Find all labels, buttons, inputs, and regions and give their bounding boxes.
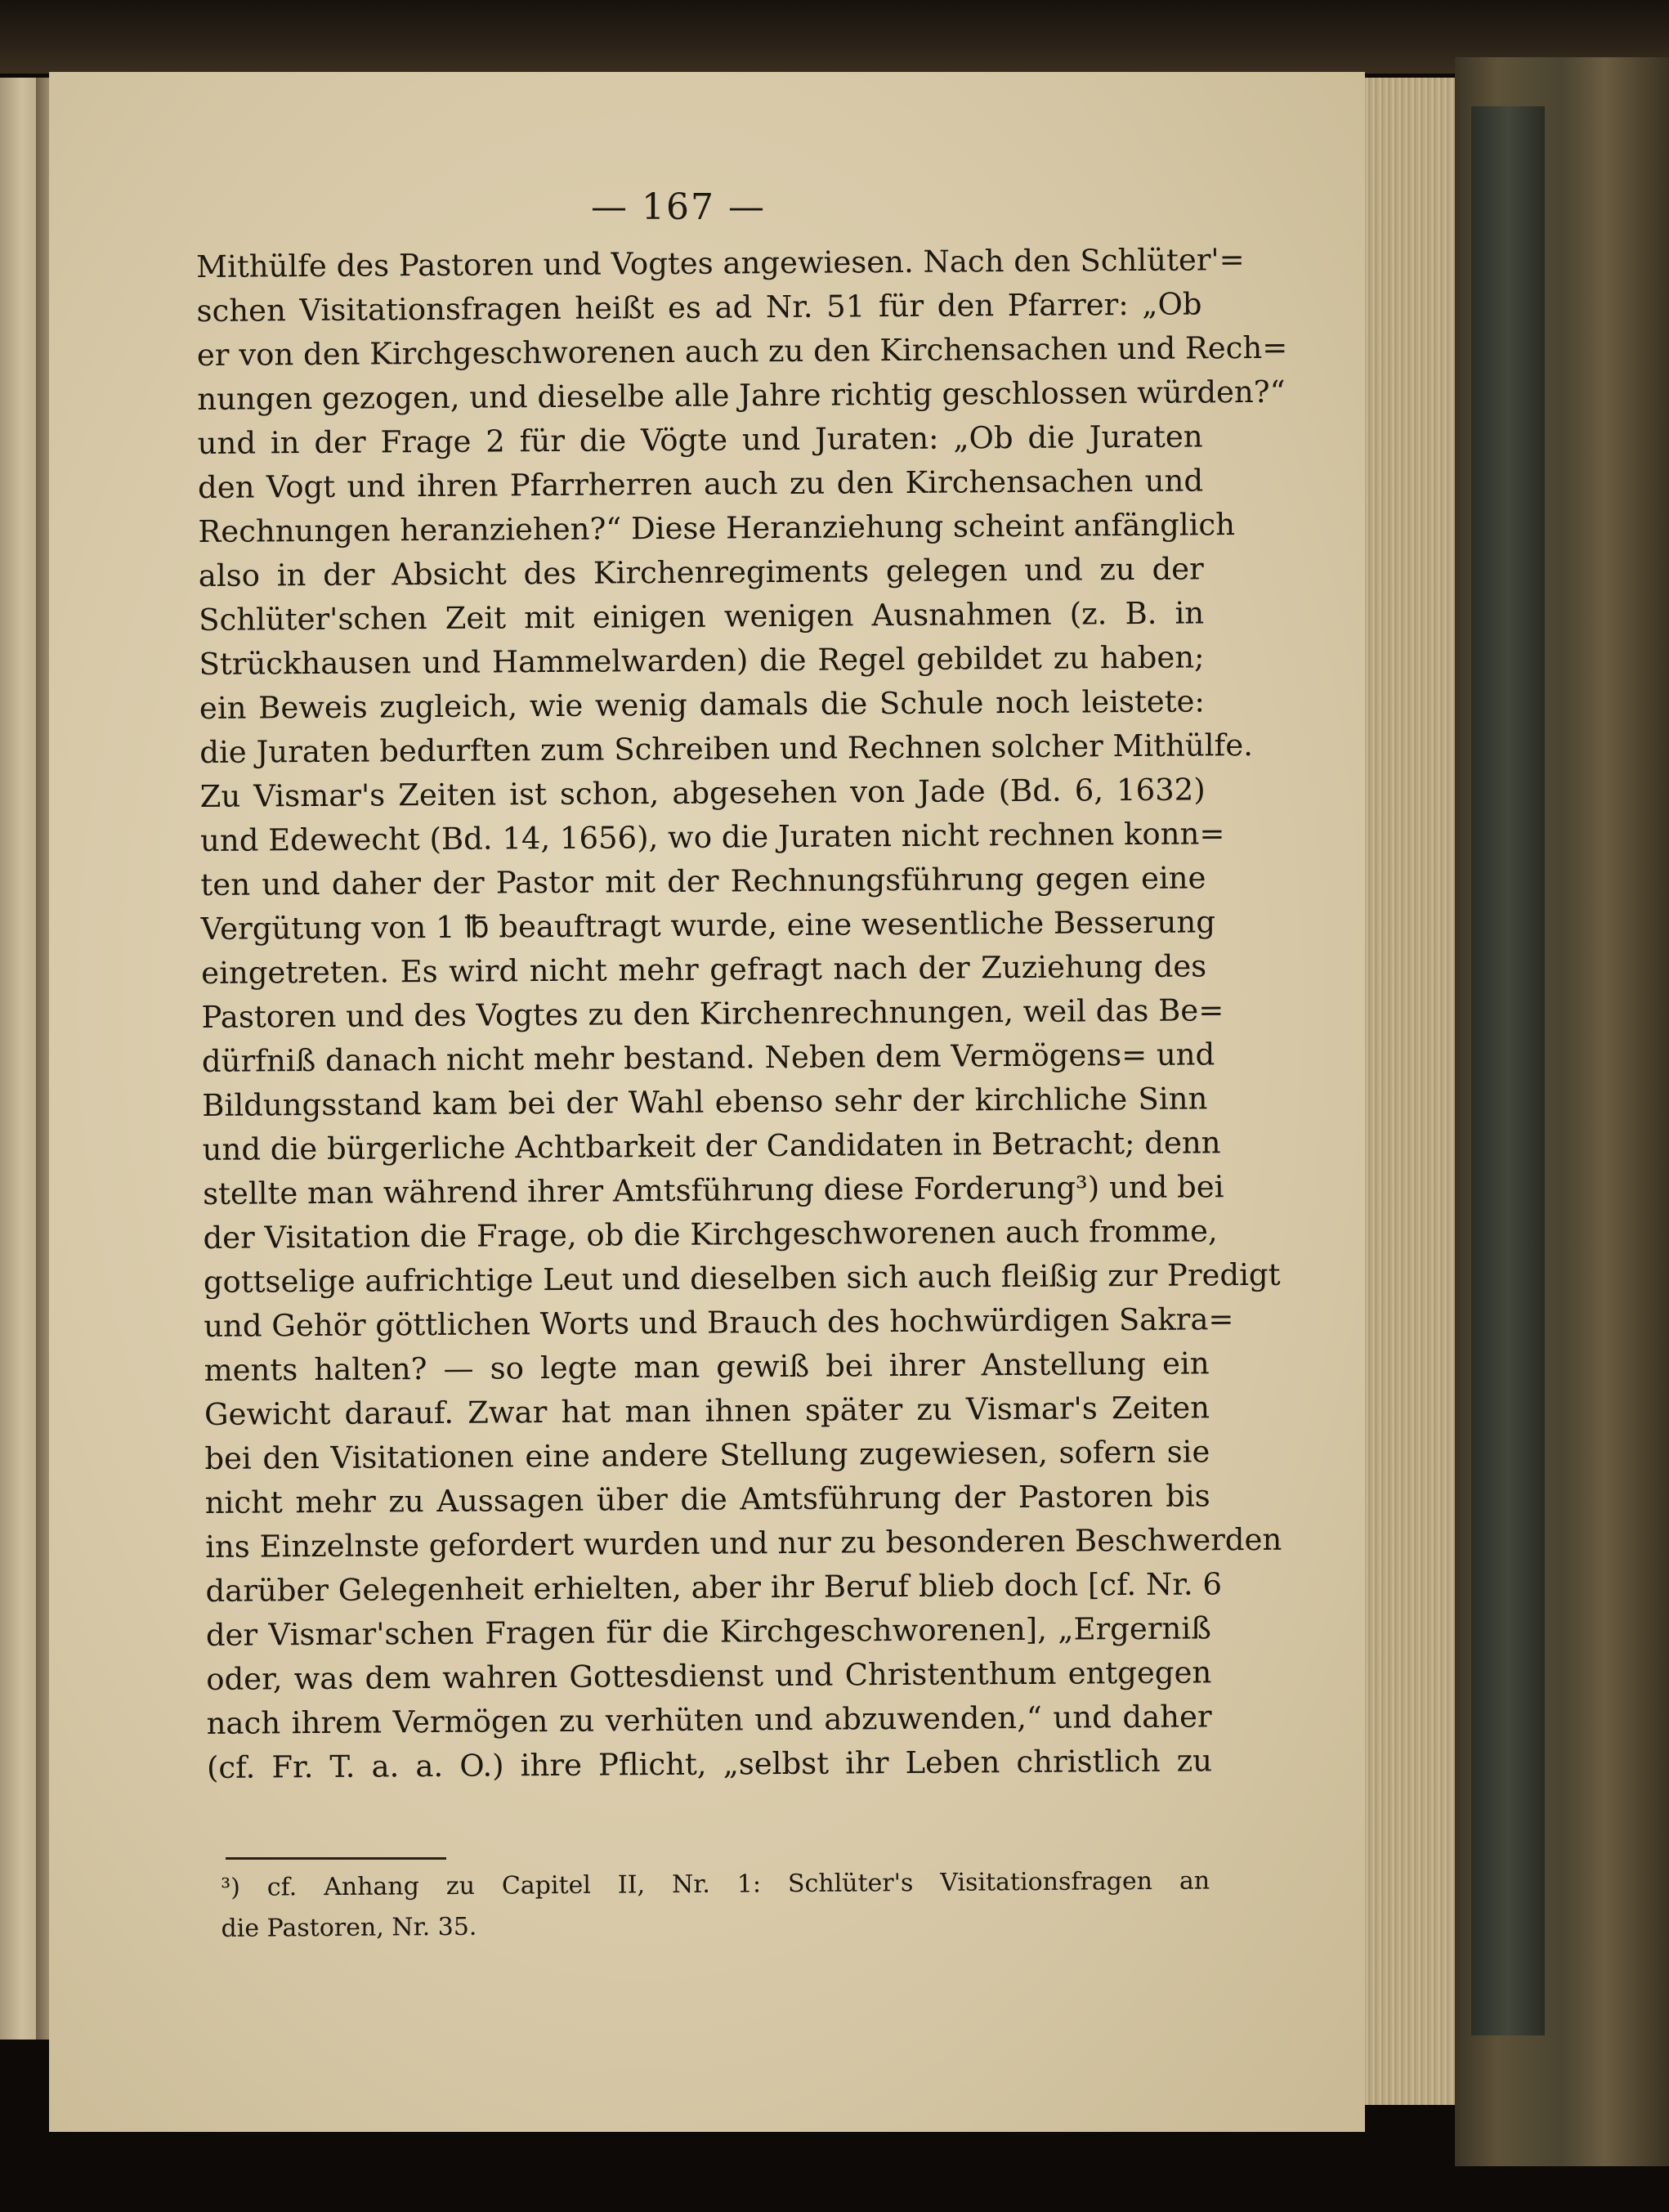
page-number: — 167 — xyxy=(591,186,766,228)
text-line: stellte man während ihrer Amtsführung diese Forderung³) und bei xyxy=(202,1169,1224,1211)
text-line: oder, was dem wahren Gottesdienst und Christenthum entgegen xyxy=(206,1655,1212,1697)
text-line: Bildungsstand kam bei der Wahl ebenso sehr der kirchliche Sinn xyxy=(202,1081,1208,1123)
footnote-divider xyxy=(226,1857,446,1860)
text-line: nicht mehr zu Aussagen über die Amtsführung der Pastoren bis xyxy=(204,1478,1210,1520)
text-line: der Visitation die Frage, ob die Kirchgeschworenen auch fromme, xyxy=(203,1213,1218,1256)
text-line: und die bürgerliche Achtbarkeit der Candidaten in Betracht; denn xyxy=(202,1125,1221,1167)
scanner-background-bottom xyxy=(0,2134,1455,2212)
facing-page-edge xyxy=(0,78,36,2040)
marbled-cover-edge xyxy=(1471,106,1545,2035)
text-line: und in der Frage 2 für die Vögte und Juraten: „Ob die Juraten xyxy=(197,419,1203,461)
text-line: dürfniß danach nicht mehr bestand. Neben dem Vermögens= und xyxy=(201,1037,1215,1079)
text-line: bei den Visitationen eine andere Stellung zugewiesen, sofern sie xyxy=(204,1434,1210,1476)
text-line: (cf. Fr. T. a. a. O.) ihre Pflicht, „selbst ihr Leben christlich zu xyxy=(206,1743,1213,1785)
text-line: darüber Gelegenheit erhielten, aber ihr Beruf blieb doch [cf. Nr. 6 xyxy=(205,1566,1223,1609)
text-line: der Vismar'schen Fragen für die Kirchgeschworenen], „Ergerniß xyxy=(205,1610,1211,1653)
text-line: also in der Absicht des Kirchenregiments gelegen und zu der xyxy=(198,551,1204,593)
text-line: ten und daher der Pastor mit der Rechnungsführung gegen eine xyxy=(200,860,1206,902)
text-line: Pastoren und des Vogtes zu den Kirchenrechnungen, weil das Be= xyxy=(201,992,1224,1035)
text-line: ins Einzelnste gefordert wurden und nur zu besonderen Beschwerden xyxy=(204,1521,1282,1565)
text-line: und Gehör göttlichen Worts und Brauch des hochwürdigen Sakra= xyxy=(204,1301,1234,1344)
text-line: nungen gezogen, und dieselbe alle Jahre richtig geschlossen würden?“ xyxy=(197,374,1286,417)
text-line: ein Beweis zugleich, wie wenig damals die Schule noch leistete: xyxy=(199,683,1206,726)
footnotes xyxy=(221,1861,1210,1950)
text-line: und Edewecht (Bd. 14, 1656), wo die Juraten nicht rechnen konn= xyxy=(199,816,1225,858)
text-line: ments halten? — so legte man gewiß bei ihrer Anstellung ein xyxy=(204,1346,1210,1388)
footnote-line: die Pastoren, Nr. 35. xyxy=(221,1912,477,1943)
page-block-edges xyxy=(1365,78,1455,2105)
book-gutter xyxy=(36,78,49,2040)
text-line: nach ihrem Vermögen zu verhüten und abzuwenden,“ und daher xyxy=(206,1699,1212,1741)
text-line: Rechnungen heranziehen?“ Diese Heranziehung scheint anfänglich xyxy=(198,507,1236,549)
text-line: schen Visitationsfragen heißt es ad Nr. 51 für den Pfarrer: „Ob xyxy=(196,286,1202,329)
text-line: Mithülfe des Pastoren und Vogtes angewiesen. Nach den Schlüter'= xyxy=(196,242,1245,284)
text-line: Gewicht darauf. Zwar hat man ihnen später zu Vismar's Zeiten xyxy=(204,1390,1210,1432)
text-line: er von den Kirchgeschworenen auch zu den Kirchensachen und Rech= xyxy=(196,329,1288,373)
text-line: eingetreten. Es wird nicht mehr gefragt nach der Zuziehung des xyxy=(201,948,1207,991)
text-line: Schlüter'schen Zeit mit einigen wenigen Ausnahmen (z. B. in xyxy=(199,595,1205,638)
text-line: Zu Vismar's Zeiten ist schon, abgesehen von Jade (Bd. 6, 1632) xyxy=(199,772,1206,814)
body-text xyxy=(196,238,1288,1790)
footnote-line: ³) cf. Anhang zu Capitel II, Nr. 1: Schlüter's Visitationsfragen an xyxy=(221,1866,1210,1902)
text-line: die Juraten bedurften zum Schreiben und Rechnen solcher Mithülfe. xyxy=(199,727,1254,770)
scanner-background-top xyxy=(0,0,1669,74)
text-line: Vergütung von 1 ℔ beauftragt wurde, eine wesentliche Besserung xyxy=(200,904,1216,947)
text-line: Strückhausen und Hammelwarden) die Regel gebildet zu haben; xyxy=(199,639,1205,682)
text-line: den Vogt und ihren Pfarrherren auch zu den Kirchensachen und xyxy=(197,463,1204,505)
text-line: gottselige aufrichtige Leut und dieselben sich auch fleißig zur Predigt xyxy=(203,1256,1281,1300)
